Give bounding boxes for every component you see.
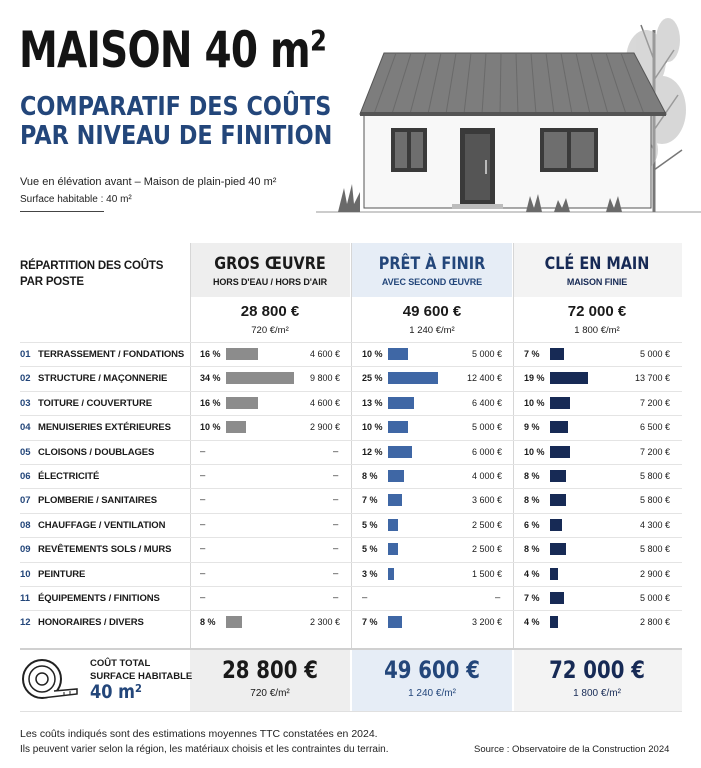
- cost-amount: 3 600 €: [471, 495, 502, 506]
- cost-amount: 5 800 €: [639, 471, 670, 481]
- row-number: 08: [20, 519, 31, 531]
- cost-percentage: 34 %: [200, 373, 221, 384]
- subtitle-line-1: COMPARATIF DES COÛTS: [20, 92, 332, 122]
- cost-percentage: 10 %: [524, 397, 545, 408]
- row-label: TERRASSEMENT / FONDATIONS: [38, 349, 185, 360]
- column-title-pret-a-finir: PRÊT À FINIR: [378, 254, 486, 274]
- surface-caption: Surface habitable : 40 m²: [20, 194, 132, 205]
- table-row: [20, 610, 682, 634]
- cost-share-bar: [226, 397, 258, 409]
- cost-amount: 7 200 €: [639, 446, 670, 457]
- empty-cell-dash: –: [495, 592, 501, 603]
- cost-percentage: 10 %: [362, 422, 383, 433]
- cost-amount: 5 000 €: [471, 422, 502, 433]
- row-number: 07: [20, 495, 31, 507]
- page-title: MAISON 40 m²: [19, 21, 327, 79]
- cost-share-bar: [388, 543, 398, 555]
- row-number: 11: [20, 593, 31, 604]
- cost-share-bar: [388, 494, 402, 506]
- row-label: MENUISERIES EXTÉRIEURES: [38, 422, 171, 434]
- cost-amount: 4 300 €: [639, 519, 670, 530]
- total-cle-en-main: 72 000 €: [567, 303, 627, 320]
- cost-amount: 3 200 €: [471, 617, 502, 628]
- table-row: [20, 562, 682, 586]
- row-label: STRUCTURE / MAÇONNERIE: [38, 373, 168, 385]
- row-number: 05: [20, 446, 31, 458]
- cost-amount: 2 900 €: [639, 568, 670, 579]
- total-area: 40 m²: [90, 681, 143, 703]
- empty-cell-dash: –: [200, 567, 206, 579]
- cost-share-bar: [550, 543, 566, 555]
- cost-percentage: 4 %: [524, 568, 540, 579]
- row-label: ÉQUIPEMENTS / FINITIONS: [38, 593, 160, 604]
- total-cost-label: [90, 657, 192, 683]
- table-row: [20, 537, 682, 561]
- big-total-pret-a-finir: 49 600 €: [384, 656, 480, 684]
- price-per-m2-gros-oeuvre: 720 €/m²: [251, 325, 289, 336]
- row-label: TOITURE / COUVERTURE: [38, 397, 152, 409]
- price-per-m2-pret-a-finir: 1 240 €/m²: [409, 325, 455, 336]
- cost-percentage: 7 %: [524, 349, 540, 359]
- big-per-m2-pret-a-finir: 1 240 €/m²: [408, 688, 456, 699]
- cost-percentage: 8 %: [200, 617, 216, 628]
- cost-amount: 2 500 €: [471, 544, 502, 555]
- empty-cell-dash: –: [333, 518, 339, 530]
- house-description: Vue en élévation avant – Maison de plain-pied 40 m²: [20, 176, 277, 188]
- cost-amount: 2 800 €: [639, 617, 670, 628]
- cost-share-bar: [388, 397, 414, 409]
- total-cost-label-line-2: SURFACE HABITABLE: [90, 671, 193, 682]
- cost-amount: 5 800 €: [639, 544, 670, 555]
- cost-amount: 4 600 €: [309, 349, 340, 359]
- empty-cell-dash: –: [200, 592, 206, 603]
- total-cost-label-line-1: COÛT TOTAL: [90, 658, 151, 669]
- cost-share-bar: [388, 616, 402, 628]
- row-number: 03: [20, 397, 31, 409]
- cost-amount: 13 700 €: [634, 373, 670, 384]
- cost-share-bar: [550, 470, 566, 482]
- row-number: 01: [20, 349, 31, 360]
- cost-amount: 4 000 €: [471, 471, 502, 481]
- row-label: REVÊTEMENTS SOLS / MURS: [38, 544, 172, 556]
- empty-cell-dash: –: [333, 494, 339, 506]
- cost-share-bar: [388, 568, 394, 580]
- empty-cell-dash: –: [333, 567, 339, 579]
- big-total-gros-oeuvre: 28 800 €: [222, 656, 318, 684]
- cost-amount: 9 800 €: [309, 373, 340, 384]
- cost-percentage: 5 %: [362, 544, 378, 555]
- big-total-cle-en-main: 72 000 €: [549, 656, 645, 684]
- table-row: [20, 366, 682, 390]
- cost-percentage: 16 %: [200, 397, 221, 408]
- cost-share-bar: [388, 446, 412, 458]
- cost-amount: 4 600 €: [309, 397, 340, 408]
- cost-percentage: 13 %: [362, 397, 383, 408]
- table-row: [20, 586, 682, 610]
- column-subtitle-cle-en-main: MAISON FINIE: [566, 277, 628, 287]
- empty-cell-dash: –: [200, 494, 206, 506]
- cost-percentage: 3 %: [362, 568, 378, 579]
- tape-measure-icon: [20, 655, 80, 703]
- cost-amount: 7 200 €: [639, 397, 670, 408]
- cost-share-bar: [550, 568, 558, 580]
- cost-share-bar: [550, 494, 566, 506]
- cost-share-bar: [226, 616, 242, 628]
- cost-percentage: 25 %: [362, 373, 383, 384]
- footnote-line-2: Ils peuvent varier selon la région, les matériaux choisis et les contraintes du terrain.: [20, 744, 389, 755]
- page-subtitle: [20, 93, 332, 151]
- row-number: 10: [20, 568, 31, 580]
- empty-cell-dash: –: [333, 592, 339, 603]
- empty-cell-dash: –: [333, 470, 339, 481]
- cost-share-bar: [388, 421, 408, 433]
- row-label: PEINTURE: [38, 568, 86, 580]
- cost-share-bar: [388, 348, 408, 360]
- cost-share-bar: [550, 592, 564, 604]
- cost-share-bar: [550, 421, 568, 433]
- column-title-cle-en-main: CLÉ EN MAIN: [544, 254, 650, 274]
- row-label: HONORAIRES / DIVERS: [38, 617, 144, 629]
- cost-percentage: 10 %: [524, 446, 545, 457]
- cost-percentage: 8 %: [524, 495, 540, 506]
- table-row: [20, 464, 682, 488]
- cost-share-bar: [226, 348, 258, 360]
- cost-share-bar: [388, 372, 438, 384]
- row-label: CLOISONS / DOUBLAGES: [38, 446, 155, 458]
- row-number: 09: [20, 544, 31, 556]
- source-note: Source : Observatoire de la Construction 2024: [474, 744, 670, 755]
- cost-percentage: 7 %: [524, 593, 540, 603]
- empty-cell-dash: –: [200, 470, 206, 481]
- table-row: [20, 488, 682, 512]
- cost-amount: 6 000 €: [471, 446, 502, 457]
- row-number: 04: [20, 422, 31, 434]
- subtitle-line-2: PAR NIVEAU DE FINITION: [20, 121, 333, 151]
- cost-amount: 5 000 €: [639, 349, 670, 359]
- cost-percentage: 16 %: [200, 349, 221, 359]
- cost-percentage: 6 %: [524, 519, 540, 530]
- cost-percentage: 19 %: [524, 373, 545, 384]
- cost-percentage: 12 %: [362, 446, 383, 457]
- row-label: ÉLECTRICITÉ: [38, 471, 100, 482]
- cost-percentage: 8 %: [362, 471, 378, 481]
- column-subtitle-gros-oeuvre: HORS D'EAU / HORS D'AIR: [213, 277, 327, 287]
- cost-amount: 5 000 €: [471, 349, 502, 359]
- empty-cell-dash: –: [362, 592, 368, 603]
- big-per-m2-cle-en-main: 1 800 €/m²: [573, 688, 621, 699]
- column-title-gros-oeuvre: GROS ŒUVRE: [214, 254, 326, 274]
- cost-amount: 1 500 €: [471, 568, 502, 579]
- empty-cell-dash: –: [333, 543, 339, 555]
- table-row: [20, 415, 682, 439]
- cost-share-bar: [388, 519, 398, 531]
- house-illustration: [316, 0, 701, 220]
- cost-amount: 2 900 €: [309, 422, 340, 433]
- cost-share-bar: [550, 519, 562, 531]
- cost-percentage: 7 %: [362, 495, 378, 506]
- cost-percentage: 10 %: [362, 349, 383, 359]
- big-per-m2-gros-oeuvre: 720 €/m²: [250, 688, 290, 699]
- cost-percentage: 8 %: [524, 544, 540, 555]
- cost-share-bar: [550, 616, 558, 628]
- total-pret-a-finir: 49 600 €: [402, 303, 462, 320]
- caption-divider: [20, 211, 104, 212]
- total-gros-oeuvre: 28 800 €: [240, 303, 300, 320]
- cost-share-bar: [226, 421, 246, 433]
- cost-amount: 6 400 €: [471, 397, 502, 408]
- table-row: [20, 440, 682, 464]
- table-row: [20, 342, 682, 366]
- row-number: 06: [20, 471, 31, 482]
- cost-amount: 5 000 €: [639, 593, 670, 603]
- price-per-m2-cle-en-main: 1 800 €/m²: [574, 325, 620, 336]
- cost-share-bar: [550, 372, 588, 384]
- cost-percentage: 7 %: [362, 617, 378, 628]
- row-number: 02: [20, 373, 31, 385]
- left-header-line-1: RÉPARTITION DES COÛTS: [20, 260, 164, 272]
- column-subtitle-pret-a-finir: AVEC SECOND ŒUVRE: [381, 277, 483, 287]
- cost-share-bar: [388, 470, 404, 482]
- cost-amount: 2 300 €: [309, 617, 340, 628]
- empty-cell-dash: –: [200, 445, 206, 457]
- table-row: [20, 513, 682, 537]
- footnote-line-1: Les coûts indiqués sont des estimations moyennes TTC constatées en 2024.: [20, 728, 378, 740]
- cost-share-bar: [550, 397, 570, 409]
- row-number: 12: [20, 617, 31, 629]
- cost-percentage: 10 %: [200, 422, 221, 433]
- cost-amount: 5 800 €: [639, 495, 670, 506]
- cost-amount: 12 400 €: [466, 373, 502, 384]
- left-header-line-2: PAR POSTE: [20, 276, 84, 288]
- cost-percentage: 4 %: [524, 617, 540, 628]
- cost-percentage: 9 %: [524, 422, 540, 433]
- cost-percentage: 5 %: [362, 519, 378, 530]
- row-label: CHAUFFAGE / VENTILATION: [38, 519, 166, 531]
- table-left-header: [20, 258, 163, 290]
- cost-amount: 2 500 €: [471, 519, 502, 530]
- empty-cell-dash: –: [200, 518, 206, 530]
- cost-share-bar: [550, 446, 570, 458]
- empty-cell-dash: –: [333, 445, 339, 457]
- empty-cell-dash: –: [200, 543, 206, 555]
- row-label: PLOMBERIE / SANITAIRES: [38, 495, 158, 507]
- cost-share-bar: [550, 348, 564, 360]
- cost-amount: 6 500 €: [639, 422, 670, 433]
- table-row: [20, 391, 682, 415]
- cost-percentage: 8 %: [524, 471, 540, 481]
